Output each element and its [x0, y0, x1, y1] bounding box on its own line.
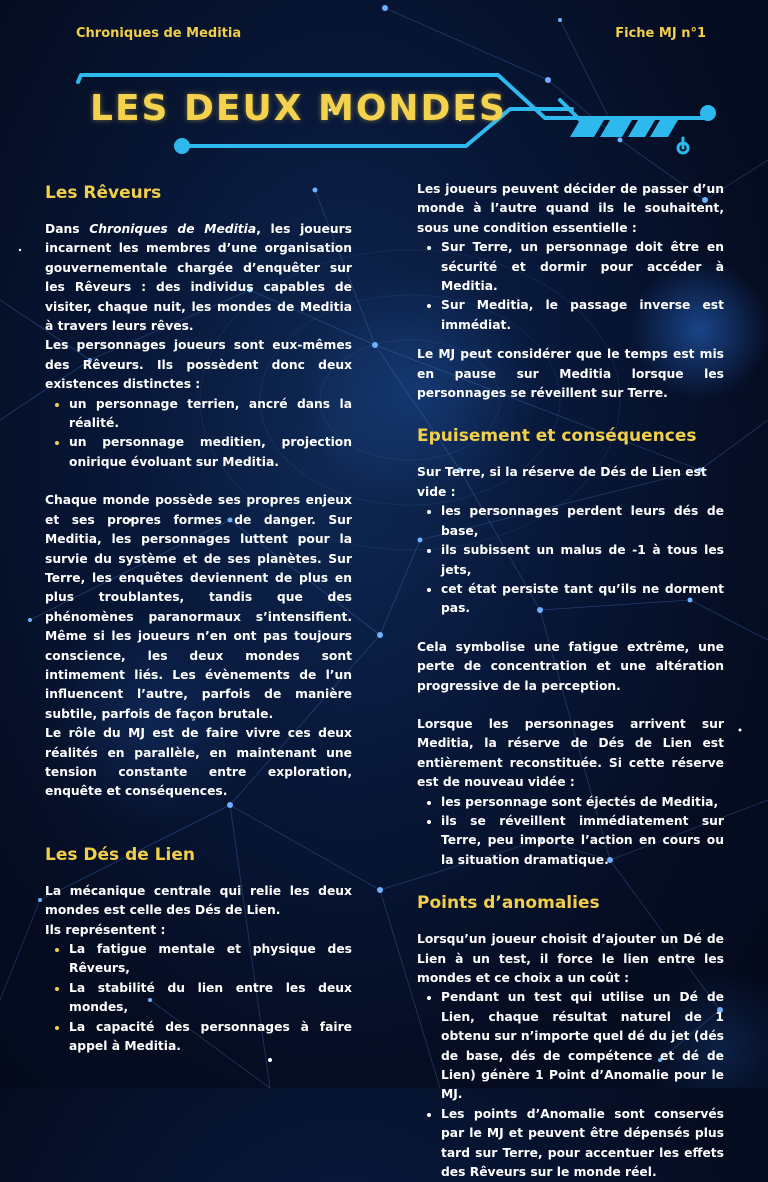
des-list — [45, 940, 352, 1056]
passage-list — [417, 238, 724, 335]
list-item: • Sur Meditia, le passage inverse est immédiat. — [441, 296, 724, 335]
anomalies-paragraph-1: Lorsqu’un joueur choisit d’ajouter un Dé de Lien à un test, il force le lien entre les mondes et ce choix a un coût : — [417, 932, 724, 985]
reveurs-intro: Dans Chroniques de Meditia, les joueurs incarnent les membres d’une organisation gouvernementale chargée d’enquêter sur les Rêveurs : des individus capables de visiter, chaque nuit, les mondes de Meditia à travers leurs rêves. — [45, 222, 352, 334]
heading-reveurs: Les Rêveurs — [45, 183, 162, 203]
epuisement-paragraph-2: Cela symbolise une fatigue extrême, une perte de concentration et une altération progressive de la perception. — [417, 639, 724, 693]
list-item: • un personnage meditien, projection onirique évoluant sur Meditia. — [69, 433, 352, 472]
list-item: • les personnages perdent leurs dés de base, — [441, 502, 724, 541]
header-sheet-number: Fiche MJ n°1 — [615, 26, 706, 41]
title-circuit-bars — [570, 120, 678, 137]
reveurs-paragraph-2: Les personnages joueurs sont eux-mêmes des Rêveurs. Ils possèdent donc deux existences distinctes : — [45, 338, 352, 392]
list-item: • Les points d’Anomalie sont conservés par le MJ et peuvent être dépensés plus tard sur Terre, pour accentuer les effets des Rêveurs sur le monde réel. — [441, 1105, 724, 1182]
passage-paragraph-2: Le MJ peut considérer que le temps est mis en pause sur Meditia lorsque les personnages se réveillent sur Terre. — [417, 347, 724, 401]
list-item: • ils subissent un malus de -1 à tous les jets, — [441, 541, 724, 580]
list-item: • Sur Terre, un personnage doit être en sécurité et dormir pour accéder à Meditia. — [441, 238, 724, 296]
anomalies-list — [417, 988, 724, 1182]
list-item: • La stabilité du lien entre les deux mondes, — [69, 979, 352, 1018]
epuisement-list-2 — [417, 793, 724, 871]
list-item: • La fatigue mentale et physique des Rêveurs, — [69, 940, 352, 979]
page-title: LES DEUX MONDES — [90, 88, 507, 129]
right-column — [417, 180, 724, 1182]
passage-paragraph-1: Les joueurs peuvent décider de passer d’un monde à l’autre quand ils le souhaitent, sous une condition essentielle : — [417, 182, 724, 235]
heading-epuisement: Epuisement et conséquences — [417, 426, 697, 447]
list-item: • les personnage sont éjectés de Meditia, — [441, 793, 724, 812]
reveurs-paragraph-4: Le rôle du MJ est de faire vivre ces deux réalités en parallèle, en maintenant une tension constante entre exploration, enquête et conséquences. — [45, 726, 352, 799]
des-paragraph-2: Ils représentent : — [45, 922, 166, 937]
des-paragraph-1: La mécanique centrale qui relie les deux mondes est celle des Dés de Lien. — [45, 883, 352, 918]
game-title-italic: Chroniques de Meditia — [89, 222, 257, 236]
reveurs-list — [45, 395, 352, 473]
list-item: • Pendant un test qui utilise un Dé de Lien, chaque résultat naturel de 1 obtenu sur n’importe quel dé du jet (dés de base, dés de compétence et dé de Lien) génère 1 Point d’Anomalie pour le MJ. — [441, 988, 724, 1104]
heading-anomalies: Points d’anomalies — [417, 893, 600, 914]
list-item: • La capacité des personnages à faire appel à Meditia. — [69, 1018, 352, 1057]
heading-des-de-lien: Les Dés de Lien — [45, 844, 195, 865]
header-game-title: Chroniques de Meditia — [76, 26, 242, 41]
epuisement-paragraph-3: Lorsque les personnages arrivent sur Meditia, la réserve de Dés de Lien est entièrement reconstituée. Si cette réserve est de nouveau vidée : — [417, 716, 724, 790]
list-item: • cet état persiste tant qu’ils ne dorment pas. — [441, 580, 724, 619]
reveurs-paragraph-3: Chaque monde possède ses propres enjeux et ses propres formes de danger. Sur Meditia, les personnages luttent pour la survie du système et de ses planètes. Sur Terre, les enquêtes deviennent de plus en plus troublantes, tandis que des phénomènes paranormaux s’intensifient. Même si les joueurs n’en ont pas toujours conscience, les deux mondes sont intimement liés. Les évènements de l’un influencent l’autre, parfois de manière subtile, parfois de façon brutale. — [45, 493, 352, 721]
epuisement-paragraph-1: Sur Terre, si la réserve de Dés de Lien est vide : — [417, 465, 707, 499]
list-item: • ils se réveillent immédiatement sur Terre, peu importe l’action en cours ou la situation dramatique. — [441, 812, 724, 870]
left-column — [45, 180, 352, 1056]
list-item: • un personnage terrien, ancré dans la réalité. — [69, 395, 352, 434]
epuisement-list-1 — [417, 502, 724, 618]
